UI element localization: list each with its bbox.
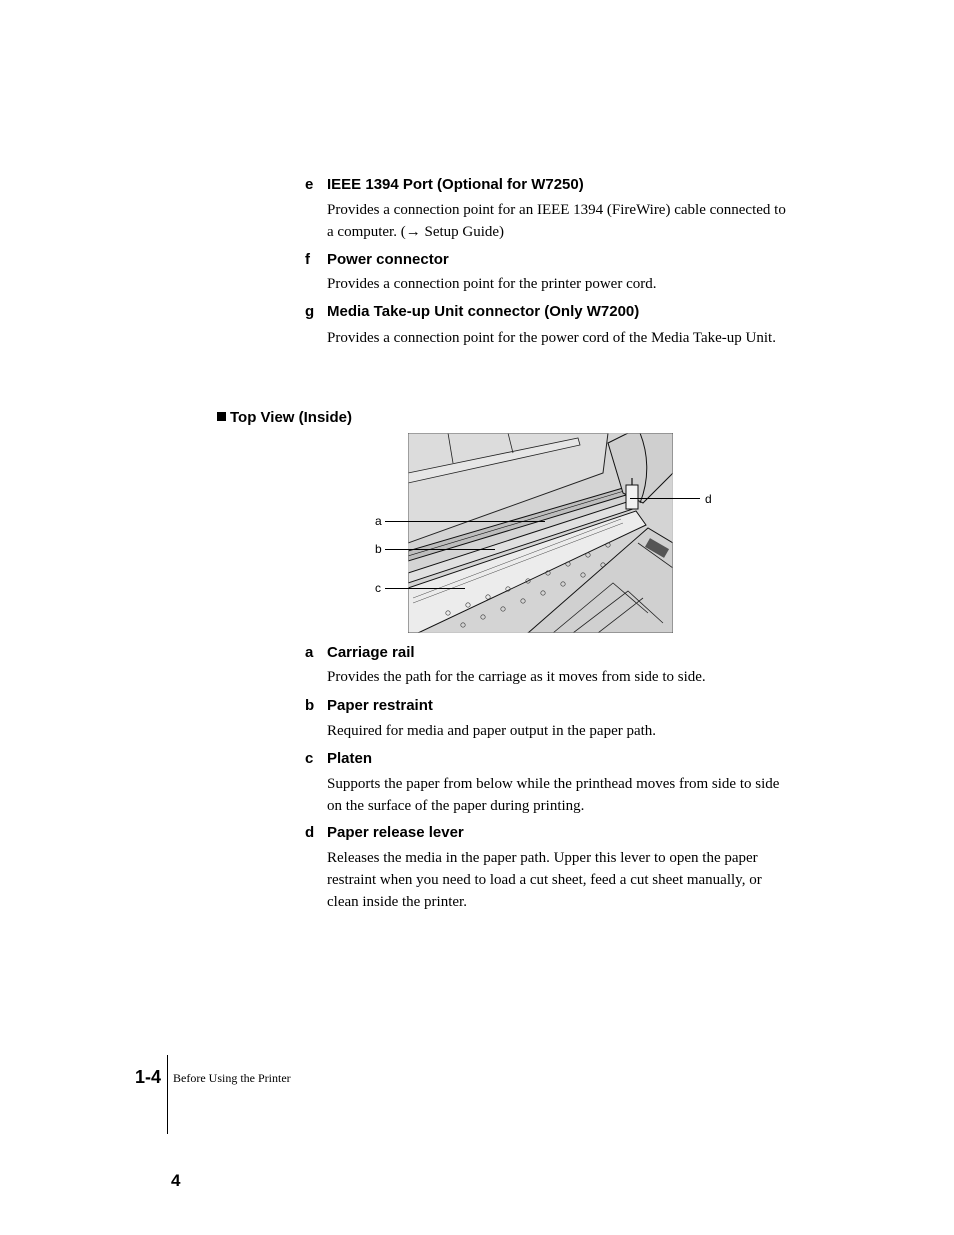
term-ieee-1394-port xyxy=(305,176,785,193)
item-letter: f xyxy=(305,251,310,268)
term-paper-release-lever xyxy=(305,824,785,841)
item-letter: a xyxy=(305,644,314,661)
item-letter: g xyxy=(305,303,315,320)
item-title: Power connector xyxy=(327,251,449,268)
desc-carriage-rail: Provides the path for the carriage as it moves from side to side. xyxy=(327,669,706,685)
leader-line xyxy=(385,521,545,522)
callout-label: b xyxy=(375,542,382,556)
item-title: Media Take-up Unit connector (Only W7200) xyxy=(327,303,640,320)
item-letter: c xyxy=(305,750,314,767)
square-bullet-icon xyxy=(217,412,226,421)
item-title: Paper restraint xyxy=(327,697,433,714)
chapter-title: Before Using the Printer xyxy=(173,1071,291,1085)
callout-label: d xyxy=(705,492,712,506)
term-carriage-rail xyxy=(305,644,785,661)
desc-ieee-1394-port: Provides a connection point for an IEEE 1394 (FireWire) cable connected to a computer. (→ Setup Guide) xyxy=(327,202,786,240)
term-platen xyxy=(305,750,785,767)
term-media-takeup-connector xyxy=(305,303,785,320)
term-paper-restraint xyxy=(305,697,785,714)
item-letter: b xyxy=(305,697,315,714)
leader-line xyxy=(385,549,495,550)
footer-divider xyxy=(167,1055,168,1134)
desc-paper-restraint: Required for media and paper output in the paper path. xyxy=(327,723,657,739)
page-number: 4 xyxy=(171,1171,181,1190)
callout-label: a xyxy=(375,514,382,528)
printer-interior-illustration xyxy=(408,433,673,633)
section-heading xyxy=(217,409,352,426)
term-power-connector xyxy=(305,251,785,268)
leader-line xyxy=(630,498,700,499)
chapter-page-number: 1-4 xyxy=(135,1067,162,1087)
item-letter: e xyxy=(305,176,314,193)
item-title: Platen xyxy=(327,750,373,767)
callout-label: c xyxy=(375,581,381,595)
desc-paper-release-lever: Releases the media in the paper path. Upper this lever to open the paper restraint when you need to load a cut sheet, feed a cut sheet manually, or clean inside the printer. xyxy=(327,850,762,910)
desc-platen: Supports the paper from below while the printhead moves from side to side on the surface of the paper during printing. xyxy=(327,776,780,814)
desc-power-connector: Provides a connection point for the printer power cord. xyxy=(327,276,657,292)
item-title: Paper release lever xyxy=(327,824,464,841)
item-title: Carriage rail xyxy=(327,644,415,661)
leader-line xyxy=(385,588,465,589)
item-title: IEEE 1394 Port (Optional for W7250) xyxy=(327,176,584,193)
desc-media-takeup-connector: Provides a connection point for the power cord of the Media Take-up Unit. xyxy=(327,330,776,346)
printer-interior-figure xyxy=(408,433,673,633)
section-heading-text: Top View (Inside) xyxy=(230,409,352,426)
item-letter: d xyxy=(305,824,315,841)
